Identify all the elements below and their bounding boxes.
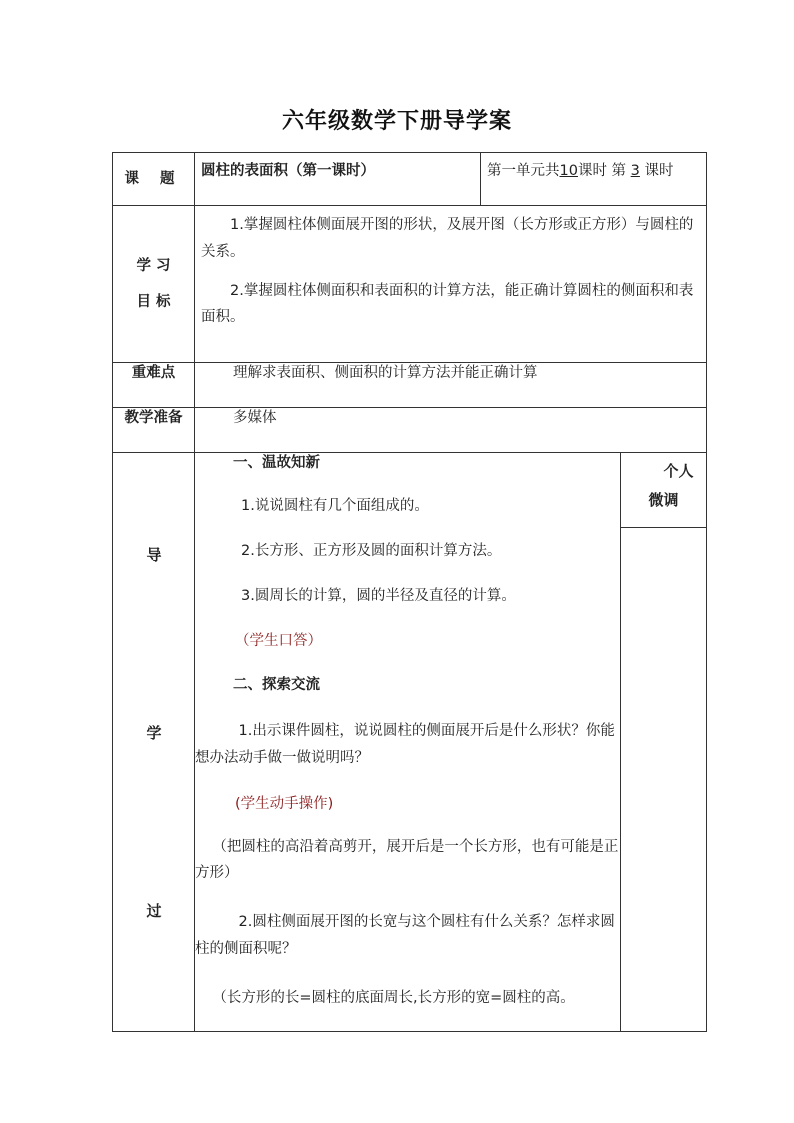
adjustment-column: [621, 453, 707, 1032]
review-item: 2.长方形、正方形及圆的面积计算方法。: [241, 543, 502, 559]
process-content: [195, 453, 621, 1032]
adjustment-header: [621, 453, 706, 528]
process-label-char: 导: [146, 546, 162, 564]
goals-label: [113, 206, 195, 363]
preparation-label: 教学准备: [113, 408, 195, 453]
section-heading: 一、温故知新: [233, 455, 320, 471]
goals-label-line2: 目 标: [136, 294, 171, 310]
total-hours: 10: [559, 163, 578, 179]
key-points-row: [113, 363, 707, 408]
answer-item: （长方形的长=圆柱的底面周长,长方形的宽=圆柱的高。: [212, 989, 575, 1006]
preparation-text: 多媒体: [195, 408, 707, 453]
goal-item: 2.掌握圆柱体侧面积和表面积的计算方法，能正确计算圆柱的侧面积和表面积。: [201, 282, 694, 326]
section-heading: 二、探索交流: [233, 677, 320, 693]
process-label-char: 学: [146, 724, 162, 742]
lesson-row: [113, 153, 707, 206]
goal-item: 1.掌握圆柱体侧面展开图的形状，及展开图（长方形或正方形）与圆柱的关系。: [201, 217, 694, 260]
process-label-char: 过: [146, 902, 162, 920]
key-points-label: 重难点: [113, 363, 195, 408]
schedule-suffix: 课时: [644, 163, 674, 179]
adjustment-label-line2: 微调: [648, 490, 679, 509]
goals-row: [113, 206, 707, 363]
process-row: [113, 453, 707, 1032]
goals-content: [195, 206, 707, 363]
lesson-label: 课 题: [113, 153, 195, 206]
review-item: 1.说说圆柱有几个面组成的。: [241, 498, 429, 514]
page-title: 六年级数学下册导学案: [281, 108, 512, 134]
process-label: [113, 453, 195, 1032]
student-note: （学生口答）: [235, 633, 322, 649]
question-item: 2.圆柱侧面展开图的长宽与这个圆柱有什么关系？怎样求圆柱的侧面积呢？: [195, 914, 615, 958]
schedule-prefix: 第一单元共: [487, 163, 560, 179]
current-hour: 3: [630, 163, 640, 179]
preparation-row: [113, 408, 707, 453]
key-points-text: 理解求表面积、侧面积的计算方法并能正确计算: [195, 363, 707, 408]
lesson-plan-table: [112, 152, 707, 1032]
goals-label-line1: 学 习: [136, 257, 171, 274]
schedule-mid: 课时 第: [577, 163, 627, 179]
adjustment-label-line1: 个人: [663, 462, 694, 480]
lesson-schedule: [481, 153, 707, 206]
answer-item: （把圆柱的高沿着高剪开，展开后是一个长方形，也有可能是正方形）: [195, 838, 619, 882]
student-note: (学生动手操作): [235, 795, 334, 812]
lesson-topic: 圆柱的表面积（第一课时）: [195, 153, 481, 206]
question-item: 1.出示课件圆柱，说说圆柱的侧面展开后是什么形状？你能想办法动手做一做说明吗？: [195, 723, 615, 766]
review-item: 3.圆周长的计算，圆的半径及直径的计算。: [241, 588, 516, 604]
